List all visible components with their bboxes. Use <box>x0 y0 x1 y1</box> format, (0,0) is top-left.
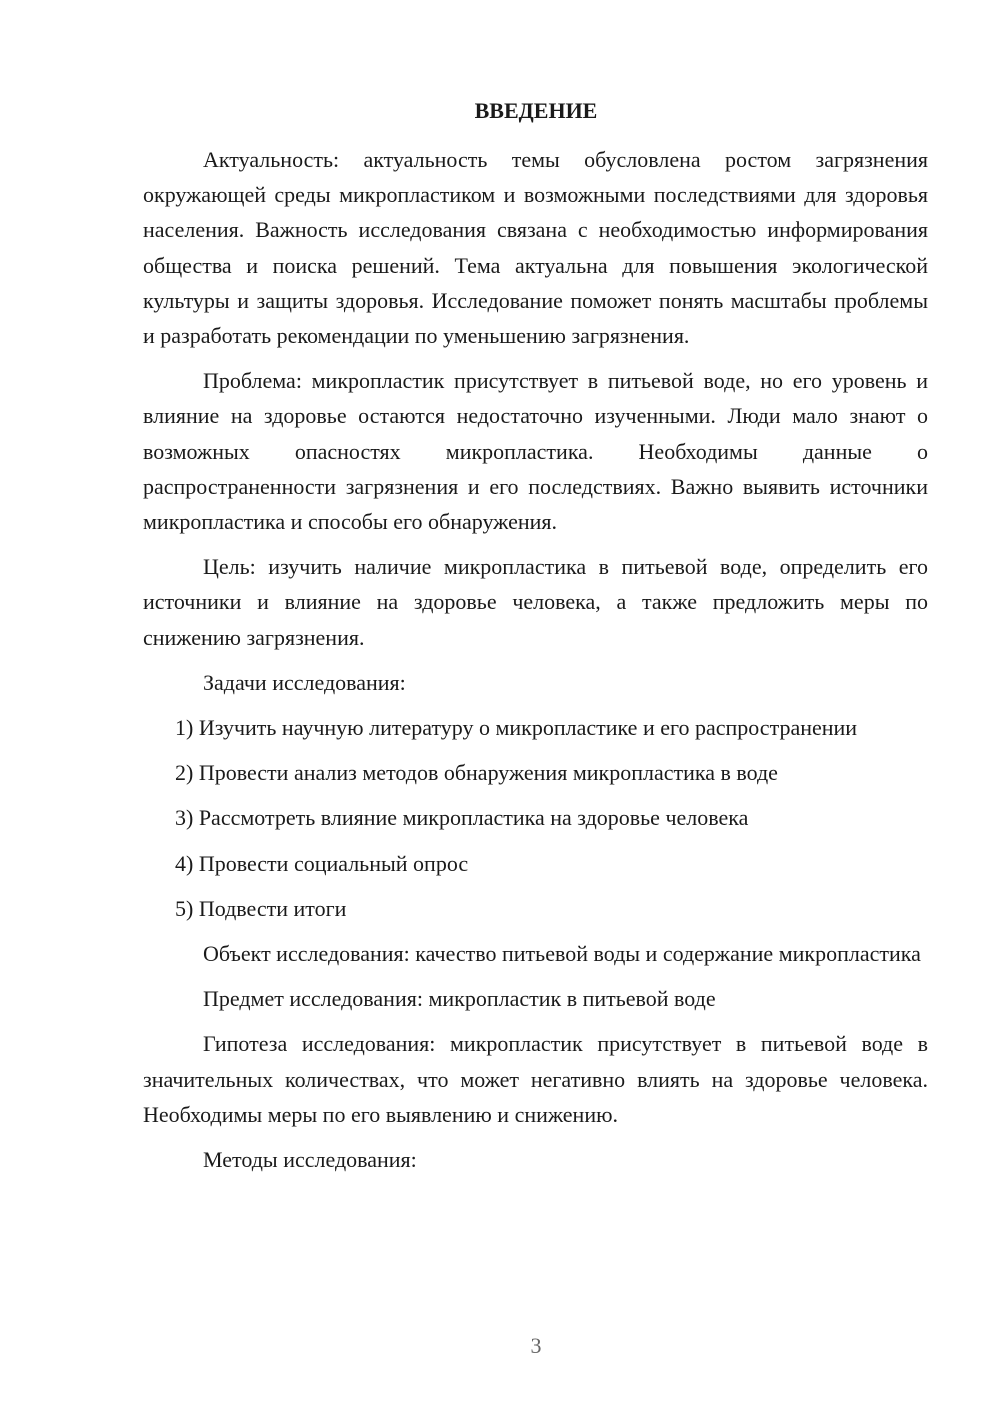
hypothesis-paragraph: Гипотеза исследования: микропластик присутствует в питьевой воде в значительных количествах, что может негативно влиять на здоровье человека. Необходимы меры по его выявлению и снижению. <box>143 1031 928 1127</box>
problem-paragraph: Проблема: микропластик присутствует в питьевой воде, но его уровень и влияние на здоровье остаются недостаточно изученными. Люди мало знают о возможных опасностях микропластика. Необходимы данные о распространенности загрязнения и его последствиях. Важно выявить источники микропластика и способы его обнаружения. <box>143 368 928 535</box>
object-paragraph: Объект исследования: качество питьевой воды и содержание микропластика <box>203 941 921 967</box>
tasks-heading: Задачи исследования: <box>203 669 406 695</box>
tasks-list <box>143 710 928 926</box>
document-body <box>143 142 928 1177</box>
task-item: 5) Подвести итоги <box>175 895 347 921</box>
task-item: 2) Провести анализ методов обнаружения микропластика в воде <box>175 760 778 786</box>
page-number: 3 <box>530 1333 542 1358</box>
task-item: 3) Рассмотреть влияние микропластика на здоровье человека <box>175 805 749 831</box>
subject-paragraph: Предмет исследования: микропластик в питьевой воде <box>203 986 716 1012</box>
task-item: 4) Провести социальный опрос <box>175 850 469 876</box>
goal-paragraph: Цель: изучить наличие микропластика в питьевой воде, определить его источники и влияние на здоровье человека, а также предложить меры по снижению загрязнения. <box>143 554 928 650</box>
page-title: ВВЕДЕНИЕ <box>474 98 598 123</box>
task-item: 1) Изучить научную литературу о микропластике и его распространении <box>175 715 858 741</box>
methods-heading: Методы исследования: <box>203 1147 417 1173</box>
relevance-paragraph: Актуальность: актуальность темы обусловлена ростом загрязнения окружающей среды микропластиком и возможными последствиями для здоровья населения. Важность исследования связана с необходимостью информирования общества и поиска решений. Тема актуальна для повышения экологической культуры и защиты здоровья. Исследование поможет понять масштабы проблемы и разработать рекомендации по уменьшению загрязнения. <box>143 147 928 349</box>
